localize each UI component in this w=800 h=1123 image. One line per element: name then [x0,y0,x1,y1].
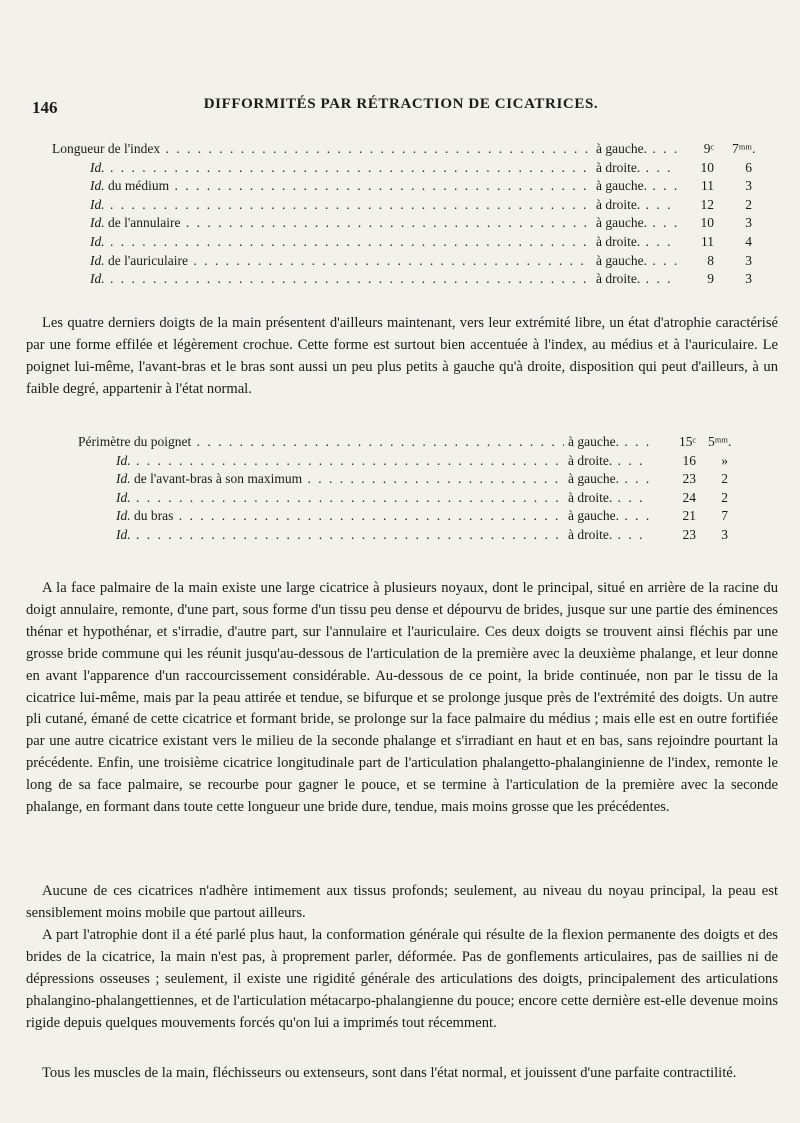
id-abbreviation: Id. [90,233,105,249]
row-label [52,159,592,178]
row-label: Id. de l'annulaire . . . [52,214,592,233]
row-value-cm: 9ᶜ [703,141,714,156]
id-abbreviation: Id. [116,452,131,468]
body-paragraph: Tous les muscles de la main, fléchisseurs ou extenseurs, sont dans l'état normal, et jouissent d'une parfaite contractilité. [42,1065,737,1081]
row-value-mm: 3 [745,178,752,194]
running-title: DIFFORMITÉS PAR RÉTRACTION DE CICATRICES. [203,96,599,112]
row-side: à droite. . . . [592,270,706,288]
id-abbreviation: Id. [90,252,105,268]
table-row [78,433,758,452]
id-abbreviation: Id. [90,271,105,287]
body-paragraph: A part l'atrophie dont il a été parlé plus haut, la conformation générale qui résulte de la flexion permanente des doigts et des brides de la cicatrice, la main n'est pas, à proprement parler, déformée. Pas de gonflements articulaires, pas de saillies ni de dépressions osseuses ; seulement, il existe une rigidité générale des articulations des doigts, principalement des articulations phalangino-phalangettiennes, et de l'articulation métacarpo-phalangienne du pouce; encore cette dernière est-elle devenue moins rigide depuis quelques mouvements forcés qu'on lui a imprimés tout récemment. [26,927,778,1031]
row-label [78,452,568,471]
row-value-mm: 2 [721,489,728,505]
row-label [78,526,568,545]
finger-length-table [52,140,770,289]
row-side: à droite. . . . [592,159,706,177]
table-row [52,252,770,271]
row-label [52,270,592,289]
row-side: à droite. . . . [564,452,678,470]
row-value-cm: 10 [700,159,714,175]
row-value-mm: 2 [745,196,752,212]
table-row [78,470,758,489]
row-label [52,196,592,215]
row-side: à gauche. . . . [592,214,706,232]
table-row [78,452,758,471]
row-label [52,233,592,252]
id-abbreviation: Id. [116,471,131,487]
id-abbreviation: Id. [116,508,131,524]
row-side: à droite. . . . [564,489,678,507]
row-value-mm: 3 [745,271,752,287]
row-value-mm: » [721,452,728,468]
row-side: à gauche. . . . [564,433,678,451]
row-value-cm: 12 [700,196,714,212]
id-abbreviation: Id. [90,196,105,212]
row-side: à droite. . . . [564,526,678,544]
id-abbreviation: Id. [90,178,105,194]
row-side: à gauche. . . . [564,470,678,488]
row-value-mm: 7 [721,508,728,524]
row-label: Id. du médium . . . [52,177,592,196]
row-side: à gauche. . . . [592,140,706,158]
row-side: à droite. . . . [592,196,706,214]
row-value-mm: 4 [745,233,752,249]
table-row [52,196,770,215]
body-paragraph: A la face palmaire de la main existe une large cicatrice à plusieurs noyaux, dont le principal, situé en arrière de la racine du doigt annulaire, remonte, d'une part, sous forme d'un tissu peu dense et dépourvu de brides, jusque sur une partie des éminences thénar et hypothénar, et s'irradie, d'autre part, sur l'annulaire et l'auriculaire. Ces deux doigts se trouvent ainsi fléchis par une grosse bride commune qui les réunit jusqu'au-dessous de l'articulation de la première avec la deuxième phalange, et leur donne en avant l'apparence d'un raccourcissement considérable. Au-dessous de ce point, la bride continuée, non par le tissu de la cicatrice lui-même, mais par la peau attirée et tendue, se bifurque et se prolonge jusque près de l'extrémité des doigts. Un autre pli cutané, émané de cette cicatrice et formant bride, se prolonge sur la face palmaire du médius ; mais elle est en outre fortifiée par une autre cicatrice existant vers le milieu de la seconde phalange et s'irradiant en haut et en bas, sans rejoindre pourtant la précédente. Enfin, une troisième cicatrice longitudinale part de l'articulation phalangetto-phalanginienne de l'index, remonte le long de sa face palmaire, se recourbe pour gagner le pouce, et se termine à l'articulation de la première avec la seconde phalange, en formant dans toute cette longueur une bride dure, tendue, mais moins grosse que les précédentes. [26,580,778,816]
id-abbreviation: Id. [116,489,131,505]
id-abbreviation: Id. [116,526,131,542]
row-value-cm: 15ᶜ [679,434,696,449]
row-side: à gauche. . . . [592,252,706,270]
table-row [52,177,770,196]
row-label: Périmètre du poignet . . . [78,433,568,452]
table-row [78,489,758,508]
table-row [52,159,770,178]
row-value-cm: 23 [682,471,696,487]
id-abbreviation: Id. [90,159,105,175]
row-value-cm: 24 [682,489,696,505]
row-label: Id. du bras . . . [78,507,568,526]
row-value-mm: 3 [745,215,752,231]
table-row [52,214,770,233]
row-value-mm: 2 [721,471,728,487]
row-value-mm: 3 [721,526,728,542]
row-value-cm: 21 [682,508,696,524]
row-value-cm: 8 [707,252,714,268]
row-value-cm: 9 [707,271,714,287]
table-row [52,233,770,252]
row-value-cm: 23 [682,526,696,542]
row-label: Longueur de l'index . . . [52,140,592,159]
row-value-mm: 6 [745,159,752,175]
row-value-cm: 11 [701,178,714,194]
row-value-cm: 16 [682,452,696,468]
row-side: à gauche. . . . [564,507,678,525]
row-label: Id. de l'auriculaire . . . [52,252,592,271]
body-paragraph: Aucune de ces cicatrices n'adhère intimement aux tissus profonds; seulement, au niveau du noyau principal, la peau est sensiblement moins mobile que partout ailleurs. [26,883,778,921]
page-number: 146 [32,98,58,117]
table-row [78,526,758,545]
row-side: à droite. . . . [592,233,706,251]
row-value-mm: 5ᵐᵐ. [708,434,732,449]
table-row [52,270,770,289]
row-label: Id. de l'avant-bras à son maximum . . . [78,470,568,489]
id-abbreviation: Id. [90,215,105,231]
body-paragraph: Les quatre derniers doigts de la main présentent d'ailleurs maintenant, vers leur extrémité libre, un état d'atrophie caractérisé par une forme effilée et légèrement crochue. Cette forme est surtout bien accentuée à l'index, au médius et à l'auriculaire. Le poignet lui-même, l'avant-bras et le bras sont aussi un peu plus petits à gauche qu'à droite, disposition qui peut d'ailleurs, à un faible degré, appartenir à l'état normal. [26,315,778,397]
row-value-mm: 7ᵐᵐ. [732,141,756,156]
row-value-cm: 11 [701,233,714,249]
limb-perimeter-table [78,433,758,545]
row-value-mm: 3 [745,252,752,268]
row-value-cm: 10 [700,215,714,231]
page-header [32,96,770,122]
row-label [78,489,568,508]
table-row [78,507,758,526]
row-side: à gauche. . . . [592,177,706,195]
table-row [52,140,770,159]
